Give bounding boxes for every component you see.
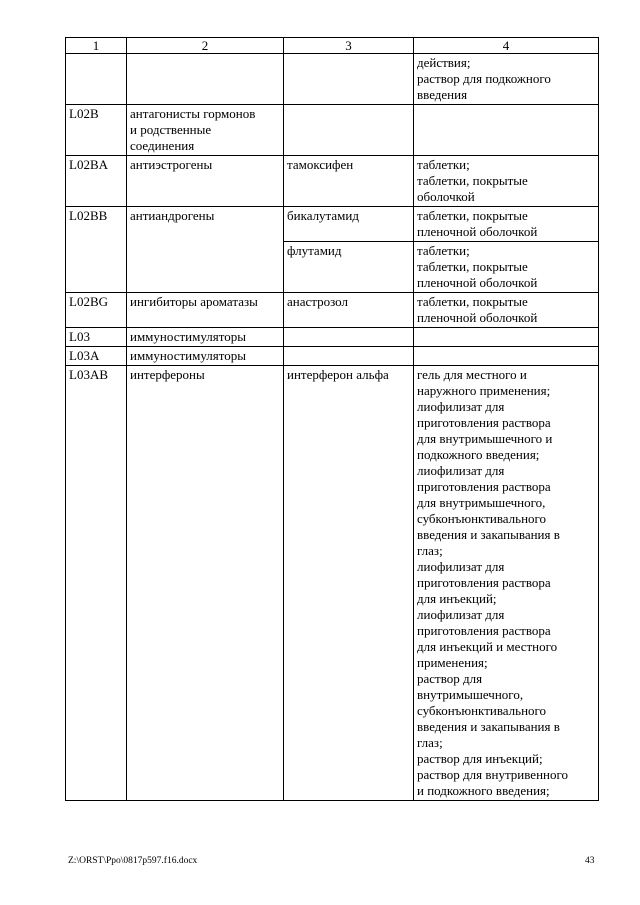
- drug-name: бикалутамид: [284, 207, 414, 242]
- group-name: антиандрогены: [127, 207, 284, 293]
- header-col-2: 2: [127, 38, 284, 54]
- drug-name: анастрозол: [284, 293, 414, 328]
- drug-name: тамоксифен: [284, 156, 414, 207]
- header-col-3: 3: [284, 38, 414, 54]
- table-row: [66, 347, 599, 366]
- table-row: [66, 105, 599, 156]
- group-name: интерфероны: [127, 366, 284, 801]
- atc-code: L02BB: [66, 207, 127, 293]
- dosage-forms: таблетки; таблетки, покрытые пленочной оболочкой: [414, 242, 599, 293]
- group-name: иммуностимуляторы: [127, 328, 284, 347]
- dosage-forms: [414, 347, 599, 366]
- drug-name: интерферон альфа: [284, 366, 414, 801]
- table-row: [66, 54, 599, 105]
- atc-code: [66, 54, 127, 105]
- dosage-forms: таблетки, покрытые пленочной оболочкой: [414, 207, 599, 242]
- table-row: [66, 293, 599, 328]
- dosage-forms: таблетки, покрытые пленочной оболочкой: [414, 293, 599, 328]
- group-name: антагонисты гормонов и родственные соединения: [127, 105, 284, 156]
- header-col-4: 4: [414, 38, 599, 54]
- drug-name: [284, 347, 414, 366]
- dosage-forms: таблетки; таблетки, покрытые оболочкой: [414, 156, 599, 207]
- dosage-forms: гель для местного и наружного применения; лиофилизат для приготовления раствора для внутримышечного и подкожного введения; лиофилизат для приготовления раствора для внутримышечного, субконъюнктивального введения и закапывания в глаз; лиофилизат для приготовления раствора для инъекций; лиофилизат для приготовления раствора для инъекций и местного применения; раствор для внутримышечного, субконъюнктивального введения и закапывания в глаз; раствор для инъекций; раствор для внутривенного и подкожного введения;: [414, 366, 599, 801]
- header-row: [66, 38, 599, 54]
- atc-code: L02BA: [66, 156, 127, 207]
- group-name: ингибиторы ароматазы: [127, 293, 284, 328]
- table-row: [66, 328, 599, 347]
- drug-name: флутамид: [284, 242, 414, 293]
- group-name: [127, 54, 284, 105]
- atc-code: L03A: [66, 347, 127, 366]
- page-number: 43: [585, 856, 595, 866]
- group-name: иммуностимуляторы: [127, 347, 284, 366]
- footer-file-path: Z:\ORST\Ppo\0817p597.f16.docx: [68, 856, 198, 866]
- atc-code: L03: [66, 328, 127, 347]
- atc-code: L03AB: [66, 366, 127, 801]
- header-col-1: 1: [66, 38, 127, 54]
- dosage-forms: [414, 328, 599, 347]
- table-row: [66, 366, 599, 801]
- drug-table: [65, 37, 599, 801]
- atc-code: L02B: [66, 105, 127, 156]
- drug-name: [284, 328, 414, 347]
- group-name: антиэстрогены: [127, 156, 284, 207]
- dosage-forms: действия; раствор для подкожного введения: [414, 54, 599, 105]
- atc-code: L02BG: [66, 293, 127, 328]
- table-row: [66, 207, 599, 242]
- drug-name: [284, 105, 414, 156]
- dosage-forms: [414, 105, 599, 156]
- table-row: [66, 156, 599, 207]
- drug-name: [284, 54, 414, 105]
